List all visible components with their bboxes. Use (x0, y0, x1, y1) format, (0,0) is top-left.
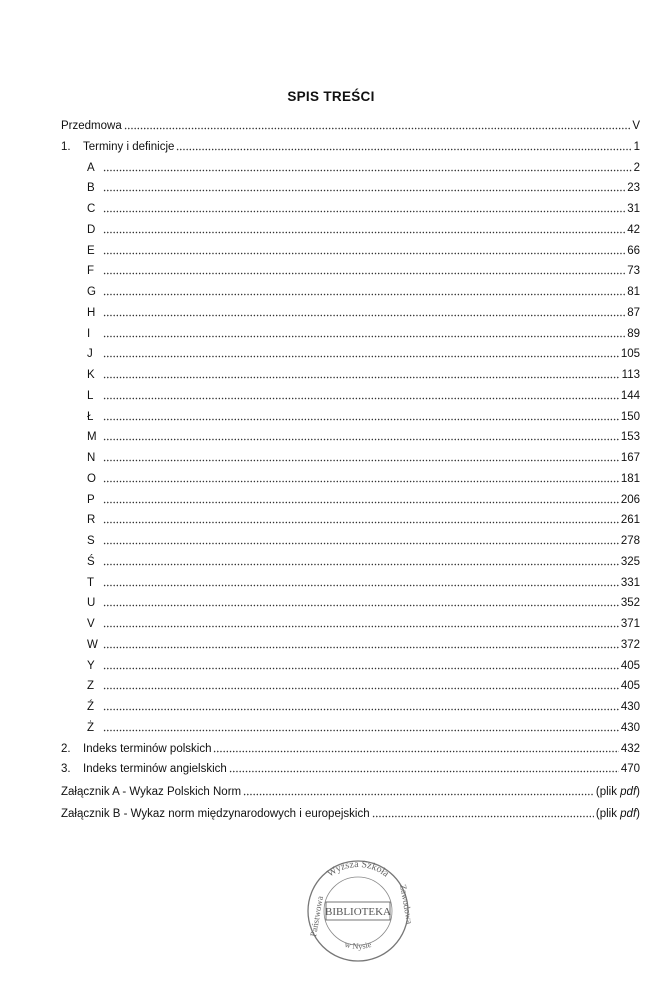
toc-entry-number: 1. (61, 141, 71, 153)
toc-entry-label: C (87, 203, 96, 215)
dot-leader (103, 314, 625, 317)
toc-entry[interactable] (61, 784, 640, 800)
toc-entry-label: L (87, 390, 94, 402)
toc-entry-label: Załącznik A - Wykaz Polskich Norm (61, 786, 242, 798)
dot-leader (372, 815, 594, 818)
dot-leader (103, 252, 625, 255)
toc-entry-page: 181 (620, 473, 640, 485)
toc-entry-page: 405 (620, 680, 640, 692)
toc-entry-page: 153 (620, 431, 640, 443)
toc-letter-entry[interactable] (87, 160, 640, 176)
toc-entry-label: P (87, 494, 95, 506)
page-suffix: ) (636, 808, 640, 820)
dot-leader (103, 397, 619, 400)
toc-entry-label: G (87, 286, 96, 298)
stamp-ring-bottom: w Nysie (343, 938, 373, 952)
toc-entry-label: Z (87, 680, 95, 692)
toc-entry-page: 372 (620, 639, 640, 651)
toc-entry-page: 470 (620, 763, 640, 775)
toc-letter-entry[interactable] (87, 222, 640, 238)
dot-leader (103, 169, 632, 172)
toc-entry-number: 2. (61, 743, 71, 755)
dot-leader (103, 521, 619, 524)
dot-leader (213, 750, 618, 753)
toc-entry-label: Ż (87, 722, 95, 734)
toc-letter-entry[interactable] (87, 180, 640, 196)
toc-entry-label: D (87, 224, 96, 236)
page-format: pdf (620, 786, 637, 798)
toc-letter-entry[interactable] (87, 720, 640, 736)
toc-entry-label: I (87, 328, 91, 340)
dot-leader (103, 563, 619, 566)
toc-entry-page: 278 (620, 535, 640, 547)
toc-letter-entry[interactable] (87, 429, 640, 445)
dot-leader (103, 604, 619, 607)
toc-entry-page: 105 (620, 348, 640, 360)
toc-letter-entry[interactable] (87, 512, 640, 528)
toc-entry-page (596, 806, 640, 822)
toc-letter-entry[interactable] (87, 409, 640, 425)
dot-leader (103, 687, 619, 690)
dot-leader (103, 708, 619, 711)
toc-entry-page: 66 (627, 245, 640, 257)
toc-entry-page: 432 (620, 743, 640, 755)
toc-entry-label: F (87, 265, 95, 277)
toc-letter-entry[interactable] (87, 326, 640, 342)
toc-entry-label: O (87, 473, 96, 485)
dot-leader (103, 625, 619, 628)
toc-entry[interactable] (61, 806, 640, 822)
toc-letter-entry[interactable] (87, 388, 640, 404)
toc-letter-entry[interactable] (87, 637, 640, 653)
dot-leader (176, 148, 631, 151)
toc-entry-label: Y (87, 660, 95, 672)
toc-letter-entry[interactable] (87, 678, 640, 694)
library-stamp (296, 853, 420, 965)
toc-letter-entry[interactable] (87, 616, 640, 632)
stamp-center-text: BIBLIOTEKA (325, 906, 391, 918)
toc-entry-label: S (87, 535, 95, 547)
toc-entry-page: 150 (620, 411, 640, 423)
toc-letter-entry[interactable] (87, 658, 640, 674)
toc-entry-page: 144 (620, 390, 640, 402)
toc-letter-entry[interactable] (87, 201, 640, 217)
page-prefix: (plik (595, 808, 621, 820)
toc-entry-label: A (87, 162, 95, 174)
toc-entry-page: 206 (620, 494, 640, 506)
toc-entry-label: M (87, 431, 97, 443)
toc-entry-label: Ś (87, 556, 95, 568)
toc-letter-entry[interactable] (87, 492, 640, 508)
toc-letter-entry[interactable] (87, 450, 640, 466)
toc-entry-label: Terminy i definicje (83, 141, 175, 153)
toc-entry[interactable] (61, 118, 640, 134)
toc-entry-page: 89 (627, 328, 640, 340)
toc-entry-page: 73 (627, 265, 640, 277)
dot-leader (103, 459, 619, 462)
toc-entry-page (596, 784, 640, 800)
toc-entry-page: 430 (620, 701, 640, 713)
toc-entry-page: 81 (627, 286, 640, 298)
toc-entry-page: 87 (627, 307, 640, 319)
toc-entry-page: 371 (620, 618, 640, 630)
dot-leader (103, 231, 625, 234)
toc-entry-label: H (87, 307, 96, 319)
dot-leader (103, 293, 625, 296)
toc-entry-label: Załącznik B - Wykaz norm międzynarodowych i europejskich (61, 808, 370, 820)
toc-entry-label: W (87, 639, 98, 651)
dot-leader (103, 355, 619, 358)
toc-entry-page: 352 (620, 597, 640, 609)
toc-entry-label: Przedmowa (61, 120, 122, 132)
toc-entry-page: 430 (620, 722, 640, 734)
dot-leader (124, 127, 631, 130)
dot-leader (103, 480, 619, 483)
toc-letter-entry[interactable] (87, 595, 640, 611)
toc-letter-entry[interactable] (87, 533, 640, 549)
dot-leader (103, 335, 625, 338)
toc-letter-entry[interactable] (87, 471, 640, 487)
toc-entry-label: T (87, 577, 95, 589)
toc-entry-label: V (87, 618, 95, 630)
dot-leader (103, 210, 625, 213)
toc-letter-entry[interactable] (87, 263, 640, 279)
toc-entry-label: N (87, 452, 96, 464)
toc-letter-entry[interactable] (87, 699, 640, 715)
toc-entry-label: U (87, 597, 96, 609)
dot-leader (243, 793, 594, 796)
toc-entry-label: Indeks terminów angielskich (83, 763, 227, 775)
dot-leader (103, 667, 619, 670)
page-suffix: ) (636, 786, 640, 798)
stamp-ring-right: Zawodowa (398, 883, 415, 925)
dot-leader (103, 646, 619, 649)
svg-text:w Nysie (344, 939, 373, 951)
dot-leader (103, 729, 619, 732)
toc-letter-entry[interactable] (87, 554, 640, 570)
toc-entry-label: Ł (87, 411, 94, 423)
dot-leader (229, 770, 619, 773)
toc-letter-entry[interactable] (87, 243, 640, 259)
toc-entry-page: 331 (620, 577, 640, 589)
toc-letter-entry[interactable] (87, 575, 640, 591)
dot-leader (103, 376, 620, 379)
page-format: pdf (620, 808, 637, 820)
toc-entry-label: J (87, 348, 93, 360)
dot-leader (103, 542, 619, 545)
dot-leader (103, 438, 619, 441)
toc-entry-page: 261 (620, 514, 640, 526)
dot-leader (103, 501, 619, 504)
page-prefix: (plik (595, 786, 621, 798)
toc-letter-entry[interactable] (87, 305, 640, 321)
page-title: SPIS TREŚCI (287, 89, 375, 104)
dot-leader (103, 418, 619, 421)
toc-letter-entry[interactable] (87, 284, 640, 300)
toc-entry-page: 31 (627, 203, 640, 215)
toc-entry[interactable] (61, 741, 640, 757)
toc-entry-page: 1 (633, 141, 640, 153)
toc-entry-number: 3. (61, 763, 71, 775)
dot-leader (103, 584, 619, 587)
toc-entry-page: 325 (620, 556, 640, 568)
dot-leader (103, 189, 625, 192)
toc-entry-label: Ź (87, 701, 95, 713)
toc-entry-label: Indeks terminów polskich (83, 743, 212, 755)
toc-entry-page: 23 (627, 182, 640, 194)
toc-entry-label: K (87, 369, 95, 381)
toc-letter-entry[interactable] (87, 346, 640, 362)
toc-entry-page: 42 (627, 224, 640, 236)
stamp-ring-left: Państwowa (308, 895, 326, 938)
toc-entry-page: V (632, 120, 640, 132)
toc-entry-label: R (87, 514, 96, 526)
toc-entry[interactable] (61, 139, 640, 155)
toc-entry-label: E (87, 245, 95, 257)
stamp-ring-top: Wyższa Szkoła (325, 858, 391, 880)
toc-entry-page: 167 (620, 452, 640, 464)
toc-entry-page: 405 (620, 660, 640, 672)
toc-entry-label: B (87, 182, 95, 194)
toc-entry-page: 113 (621, 369, 640, 381)
toc-entry-page: 2 (633, 162, 640, 174)
toc-letter-entry[interactable] (87, 367, 640, 383)
toc-entry[interactable] (61, 761, 640, 777)
dot-leader (103, 272, 625, 275)
